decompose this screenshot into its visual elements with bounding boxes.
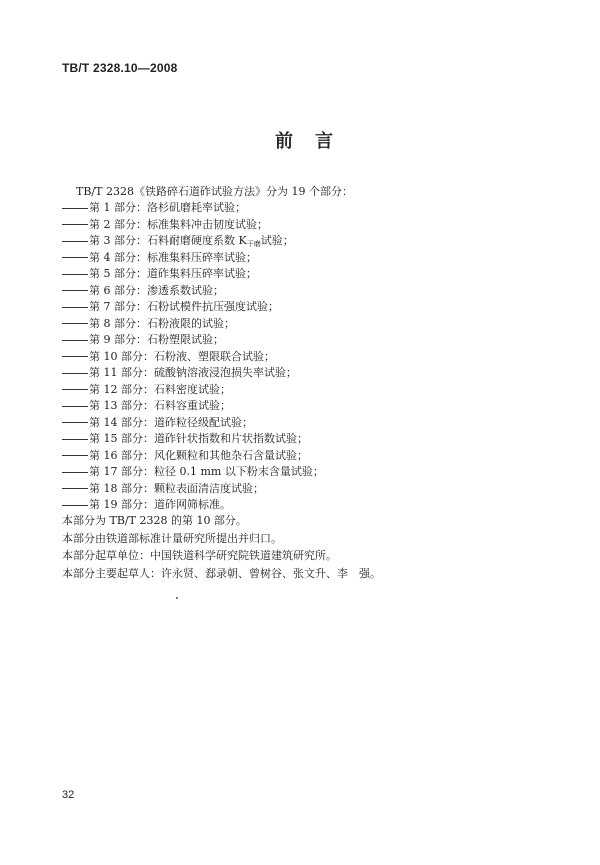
em-dash <box>62 241 88 242</box>
em-dash <box>62 455 88 456</box>
em-dash <box>62 224 88 225</box>
em-dash <box>62 307 88 308</box>
part-label: 第 13 部分：石料容重试验； <box>89 399 231 412</box>
list-item <box>62 200 324 217</box>
part-label: 第 5 部分：道砟集料压碎率试验； <box>89 267 257 280</box>
part-label: 第 17 部分：粒径 0.1 mm 以下粉末含量试验； <box>89 465 324 478</box>
list-item <box>62 316 324 333</box>
list-item <box>62 250 324 267</box>
list-item <box>62 332 324 349</box>
part-label: 第 1 部分：洛杉矶磨耗率试验； <box>89 201 246 214</box>
part-label: 第 3 部分：石料耐磨硬度系数 K <box>89 234 247 247</box>
em-dash <box>62 274 88 275</box>
list-item <box>62 464 324 481</box>
em-dash <box>62 208 88 209</box>
part-label: 第 9 部分：石粉塑限试验； <box>89 333 224 346</box>
list-item <box>62 217 324 234</box>
list-item <box>62 233 324 250</box>
em-dash <box>62 472 88 473</box>
part-label: 第 11 部分：硫酸钠溶液浸泡损失率试验； <box>89 366 297 379</box>
part-label: 第 4 部分：标准集料压碎率试验； <box>89 250 257 264</box>
em-dash <box>62 290 88 291</box>
part-label: 第 18 部分：颗粒表面清洁度试验； <box>89 481 264 495</box>
list-item <box>62 283 324 300</box>
list-item <box>62 481 324 498</box>
page-title: 前言 <box>275 131 355 152</box>
note-line: 本部分由铁道部标准计量研究所提出并归口。 <box>62 531 282 545</box>
part-label: 第 6 部分：渗透系数试验； <box>89 283 224 297</box>
part-label: 第 14 部分：道砟粒径级配试验； <box>89 415 253 429</box>
part-3-subscript: 干磨 <box>246 240 261 248</box>
standard-number: TB/T 2328.10—2008 <box>62 61 178 75</box>
part-label: 第 15 部分：道砟针状指数和片状指数试验； <box>89 432 308 445</box>
list-item <box>62 365 324 382</box>
part-label: 第 10 部分：石粉液、塑限联合试验； <box>89 349 275 363</box>
list-item <box>62 266 324 283</box>
list-item <box>62 415 324 432</box>
part-label: 第 12 部分：石料密度试验； <box>89 382 231 396</box>
list-item <box>62 398 324 415</box>
part-label: 第 16 部分：风化颗粒和其他杂石含量试验； <box>89 448 308 462</box>
em-dash <box>62 340 88 341</box>
em-dash <box>62 439 88 440</box>
list-item <box>62 448 324 465</box>
em-dash <box>62 406 88 407</box>
part-label: 第 2 部分：标准集料冲击韧度试验； <box>89 217 268 231</box>
part-3-suffix: 试验； <box>260 234 294 247</box>
page-number: 32 <box>62 789 75 801</box>
em-dash <box>62 257 88 258</box>
note-line: 本部分主要起草人：许永贤、郄录朝、曾树谷、张文升、李 强。 <box>62 566 381 580</box>
em-dash <box>62 323 88 324</box>
part-label: 第 19 部分：道砟网筛标准。 <box>89 498 231 511</box>
em-dash <box>62 488 88 489</box>
list-item <box>62 382 324 399</box>
em-dash <box>62 422 88 423</box>
note-line: 本部分为 TB/T 2328 的第 10 部分。 <box>62 514 247 527</box>
list-item <box>62 299 324 316</box>
em-dash <box>62 389 88 390</box>
part-label: 第 7 部分：石粉试模件抗压强度试验； <box>89 300 279 313</box>
intro-paragraph: TB/T 2328《铁路碎石道砟试验方法》分为 19 个部分： <box>76 185 353 198</box>
em-dash <box>62 356 88 357</box>
list-item <box>62 431 324 448</box>
em-dash <box>62 505 88 506</box>
note-line: 本部分起草单位：中国铁道科学研究院铁道建筑研究所。 <box>62 549 337 562</box>
notes-block <box>62 512 381 582</box>
em-dash <box>62 373 88 374</box>
scan-speck <box>176 597 178 599</box>
list-item <box>62 349 324 366</box>
part-label: 第 8 部分：石粉液限的试验； <box>89 316 235 330</box>
parts-list <box>62 200 324 514</box>
